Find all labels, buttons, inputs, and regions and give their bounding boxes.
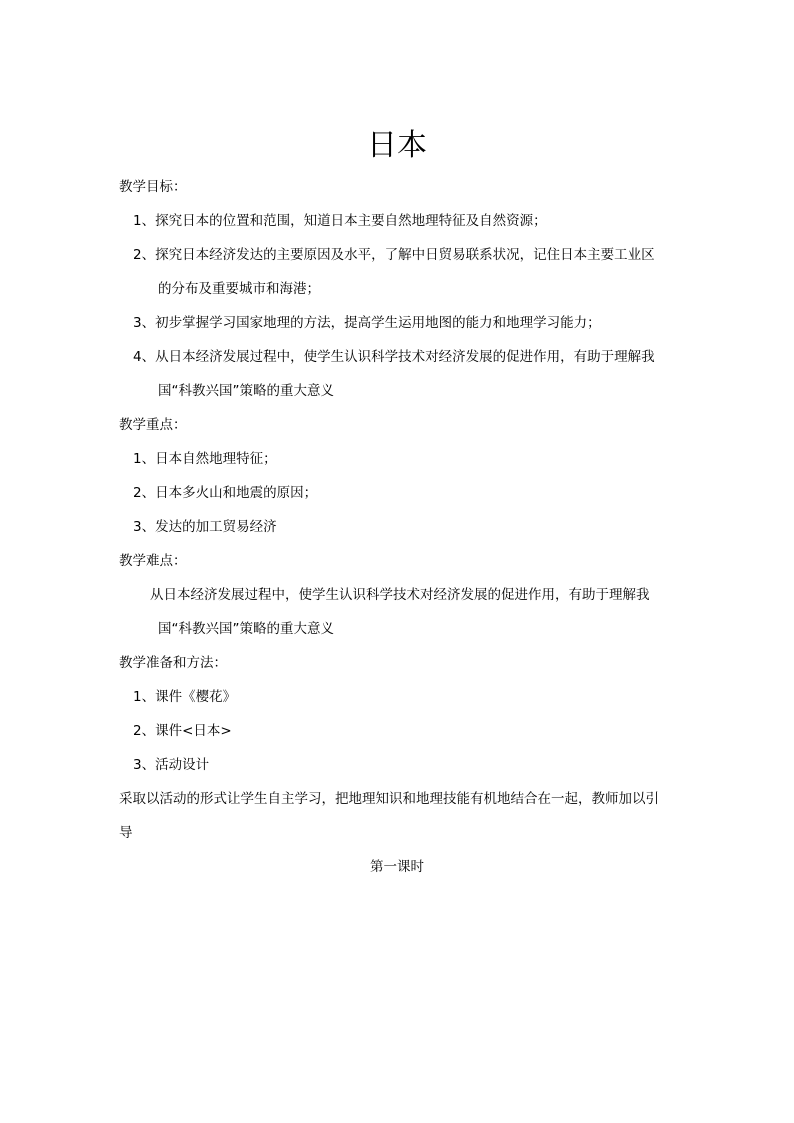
key-point-item: 3、发达的加工贸易经济 bbox=[133, 519, 277, 535]
key-points-heading: 教学重点： bbox=[119, 417, 187, 433]
preparation-heading: 教学准备和方法： bbox=[119, 655, 227, 671]
key-point-item: 1、日本自然地理特征； bbox=[133, 451, 277, 467]
preparation-item: 3、活动设计 bbox=[133, 757, 210, 773]
objective-item-continuation: 的分布及重要城市和海港； bbox=[158, 281, 320, 297]
difficulties-continuation: 国“科教兴国”策略的重大意义 bbox=[158, 621, 334, 637]
method-text: 采取以活动的形式让学生自主学习，把地理知识和地理技能有机地结合在一起，教师加以引 bbox=[119, 791, 659, 807]
objective-item: 4、从日本经济发展过程中，使学生认识科学技术对经济发展的促进作用，有助于理解我 bbox=[133, 349, 655, 365]
difficulties-heading: 教学难点： bbox=[119, 553, 187, 569]
objective-item-continuation: 国“科教兴国”策略的重大意义 bbox=[158, 383, 334, 399]
lesson-label: 第一课时 bbox=[370, 859, 424, 875]
difficulties-text: 从日本经济发展过程中，使学生认识科学技术对经济发展的促进作用，有助于理解我 bbox=[150, 587, 650, 603]
document-title: 日本 bbox=[367, 128, 427, 163]
preparation-item: 1、课件《樱花》 bbox=[133, 689, 237, 705]
key-point-item: 2、日本多火山和地震的原因； bbox=[133, 485, 318, 501]
objectives-heading: 教学目标： bbox=[119, 179, 187, 195]
method-continuation: 导 bbox=[119, 825, 133, 841]
preparation-item: 2、课件<日本> bbox=[133, 723, 232, 739]
objective-item: 1、探究日本的位置和范围，知道日本主要自然地理特征及自然资源； bbox=[133, 213, 547, 229]
objective-item: 3、初步掌握学习国家地理的方法，提高学生运用地图的能力和地理学习能力； bbox=[133, 315, 601, 331]
objective-item: 2、探究日本经济发达的主要原因及水平，了解中日贸易联系状况，记住日本主要工业区 bbox=[133, 247, 655, 263]
